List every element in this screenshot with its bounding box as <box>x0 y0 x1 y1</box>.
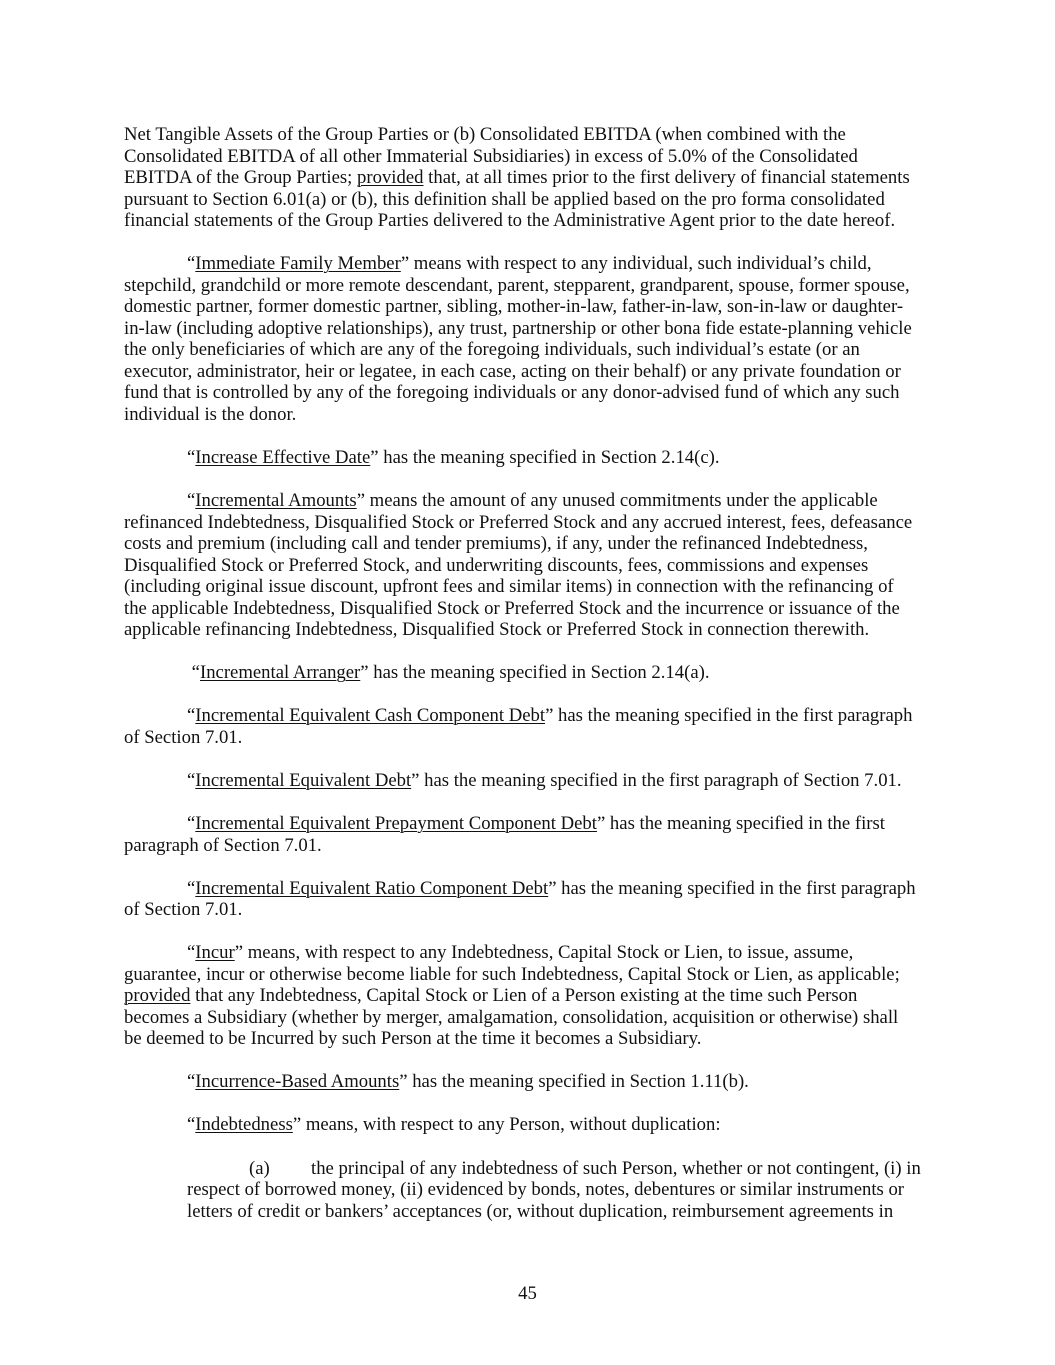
text-run: “ <box>187 705 196 727</box>
text-run: “ <box>187 877 196 899</box>
paragraph-consolidated-ebitda-continuation <box>124 124 931 232</box>
text-line <box>124 705 931 727</box>
defined-term: Incremental Amounts <box>195 490 357 512</box>
text-line <box>124 253 931 275</box>
text-line <box>124 339 931 361</box>
defined-term: Increase Effective Date <box>195 446 371 468</box>
text-line <box>124 619 931 641</box>
text-run: applicable refinancing Indebtedness, Disqualified Stock or Preferred Stock in connection therewith. <box>124 619 870 641</box>
text-run: that, at all times prior to the first delivery of financial statements <box>423 167 910 189</box>
text-run: the applicable Indebtedness, Disqualified Stock or Preferred Stock and the incurrence or issuance of the <box>124 597 900 619</box>
text-line <box>187 1158 931 1180</box>
text-line <box>124 727 931 749</box>
text-run: (including original issue discount, upfront fees and similar items) in connection with the refinancing of <box>124 576 894 598</box>
definition-incremental-amounts <box>124 490 931 641</box>
text-run: Consolidated EBITDA of all other Immaterial Subsidiaries) in excess of 5.0% of the Consolidated <box>124 145 858 167</box>
text-run: ” has the meaning specified in the first paragraph <box>548 877 916 899</box>
definition-incur <box>124 942 931 1050</box>
text-line <box>124 964 931 986</box>
text-run: executor, administrator, heir or legatee, in each case, acting on their behalf) or any private foundation or <box>124 360 901 382</box>
text-run: ” means, with respect to any Person, without duplication: <box>292 1114 721 1136</box>
text-run: becomes a Subsidiary (whether by merger, amalgamation, consolidation, acquisition or otherwise) shall <box>124 1006 899 1028</box>
text-run: in-law (including adoptive relationships), any trust, partnership or other bona fide estate-planning vehicle <box>124 317 912 339</box>
text-run: the principal of any indebtedness of such Person, whether or not contingent, (i) in <box>311 1157 921 1179</box>
text-line <box>124 662 931 684</box>
text-run: refinanced Indebtedness, Disqualified Stock or Preferred Stock and any accrued interest, fees, defeasance <box>124 511 913 533</box>
text-run: “ <box>187 662 200 684</box>
text-line <box>124 167 931 189</box>
text-line <box>124 1114 931 1136</box>
text-line <box>124 813 931 835</box>
text-line <box>124 942 931 964</box>
text-run: “ <box>187 769 196 791</box>
text-line <box>124 512 931 534</box>
text-line <box>124 382 931 404</box>
defined-term: Incremental Equivalent Cash Component Debt <box>195 705 546 727</box>
text-run: the only beneficiaries of which are any of the foregoing individuals, such individual’s estate (or an <box>124 339 860 361</box>
definition-incremental-equivalent-ratio-component-debt <box>124 878 931 921</box>
text-run: respect of borrowed money, (ii) evidenced by bonds, notes, debentures or similar instruments or <box>187 1179 905 1201</box>
text-run: ” means, with respect to any Indebtedness, Capital Stock or Lien, to issue, assume, <box>234 942 854 964</box>
text-run: stepchild, grandchild or more remote descendant, parent, stepparent, grandparent, spouse, former spouse, <box>124 274 910 296</box>
text-run: ” has the meaning specified in Section 2.14(c). <box>370 446 720 468</box>
definition-incremental-equivalent-cash-component-debt <box>124 705 931 748</box>
text-line <box>187 1201 931 1223</box>
definition-incremental-equivalent-debt <box>124 770 931 792</box>
indebtedness-clause-a <box>124 1158 931 1223</box>
defined-term: Incur <box>195 942 235 964</box>
text-run: individual is the donor. <box>124 403 297 425</box>
defined-term: Immediate Family Member <box>195 253 401 275</box>
text-run: ” has the meaning specified in Section 1.11(b). <box>399 1071 749 1093</box>
text-run: Disqualified Stock or Preferred Stock, and underwriting discounts, fees, commissions and expenses <box>124 554 869 576</box>
text-line <box>124 447 931 469</box>
text-line <box>124 1071 931 1093</box>
text-run: “ <box>187 813 196 834</box>
text-line <box>124 404 931 426</box>
text-run: ” means the amount of any unused commitments under the applicable <box>356 490 878 512</box>
defined-term: Incremental Equivalent Debt <box>195 769 412 791</box>
definition-incremental-arranger <box>124 662 931 684</box>
text-run: “ <box>187 1114 196 1136</box>
text-line <box>124 770 931 792</box>
text-run: “ <box>187 253 196 275</box>
text-line <box>124 576 931 598</box>
text-run: ” has the meaning specified in the first paragraph <box>545 705 913 727</box>
text-run: paragraph of Section 7.01. <box>124 834 322 856</box>
text-line <box>124 361 931 383</box>
clause-label: (a) <box>249 1157 270 1179</box>
definition-immediate-family-member <box>124 253 931 425</box>
text-line <box>124 146 931 168</box>
text-run: letters of credit or bankers’ acceptances (or, without duplication, reimbursement agreements in <box>187 1200 894 1222</box>
text-run: ” has the meaning specified in Section 2.14(a). <box>360 662 710 684</box>
defined-term: provided <box>357 167 424 189</box>
defined-term: Incremental Equivalent Ratio Component Debt <box>195 877 549 899</box>
defined-term: Incurrence-Based Amounts <box>195 1071 400 1093</box>
text-run: ” has the meaning specified in the first <box>596 813 885 834</box>
text-run: of Section 7.01. <box>124 726 243 748</box>
text-run: costs and premium (including call and tender premiums), if any, under the refinanced Indebtedness, <box>124 533 868 555</box>
text-line <box>124 1028 931 1050</box>
text-run: domestic partner, former domestic partner, sibling, mother-in-law, father-in-law, son-in-law or daughter- <box>124 296 904 318</box>
document-body <box>124 124 931 1244</box>
definition-indebtedness <box>124 1114 931 1136</box>
text-run: Net Tangible Assets of the Group Parties or (b) Consolidated EBITDA (when combined with the <box>124 124 846 145</box>
definition-increase-effective-date <box>124 447 931 469</box>
text-line <box>124 899 931 921</box>
defined-term: Incremental Arranger <box>199 662 361 684</box>
text-run: be deemed to be Incurred by such Person at the time it becomes a Subsidiary. <box>124 1028 702 1050</box>
text-run: “ <box>187 942 196 964</box>
text-line <box>124 1007 931 1029</box>
text-run: ” means with respect to any individual, such individual’s child, <box>400 253 872 275</box>
text-run: EBITDA of the Group Parties; <box>124 167 358 189</box>
text-line <box>124 878 931 900</box>
text-line <box>124 555 931 577</box>
text-run: pursuant to Section 6.01(a) or (b), this definition shall be applied based on the pro forma consolidated <box>124 188 885 210</box>
defined-term: provided <box>124 985 191 1007</box>
text-run: financial statements of the Group Parties delivered to the Administrative Agent prior to the date hereof. <box>124 210 896 232</box>
text-line <box>124 490 931 512</box>
text-run: “ <box>187 446 196 468</box>
text-run: that any Indebtedness, Capital Stock or Lien of a Person existing at the time such Person <box>190 985 858 1007</box>
definition-incremental-equivalent-prepayment-component-debt <box>124 813 931 856</box>
text-run: of Section 7.01. <box>124 899 243 921</box>
text-run: ” has the meaning specified in the first paragraph of Section 7.01. <box>411 769 902 791</box>
text-line <box>187 1179 931 1201</box>
text-line <box>124 598 931 620</box>
text-line <box>124 189 931 211</box>
text-run: “ <box>187 490 196 512</box>
text-line <box>124 210 931 232</box>
text-run: fund that is controlled by any of the foregoing individuals or any donor-advised fund of which any such <box>124 382 900 404</box>
text-line <box>124 533 931 555</box>
text-line <box>124 318 931 340</box>
text-line <box>124 275 931 297</box>
defined-term: Incremental Equivalent Prepayment Component Debt <box>195 813 597 834</box>
definition-incurrence-based-amounts <box>124 1071 931 1093</box>
defined-term: Indebtedness <box>195 1114 293 1136</box>
page-number: 45 <box>518 1283 537 1304</box>
text-line <box>124 124 931 146</box>
text-run: guarantee, incur or otherwise become liable for such Indebtedness, Capital Stock or Lien, as applicable; <box>124 963 900 985</box>
text-line <box>124 985 931 1007</box>
text-run: “ <box>187 1071 196 1093</box>
text-line <box>124 296 931 318</box>
text-line <box>124 835 931 857</box>
